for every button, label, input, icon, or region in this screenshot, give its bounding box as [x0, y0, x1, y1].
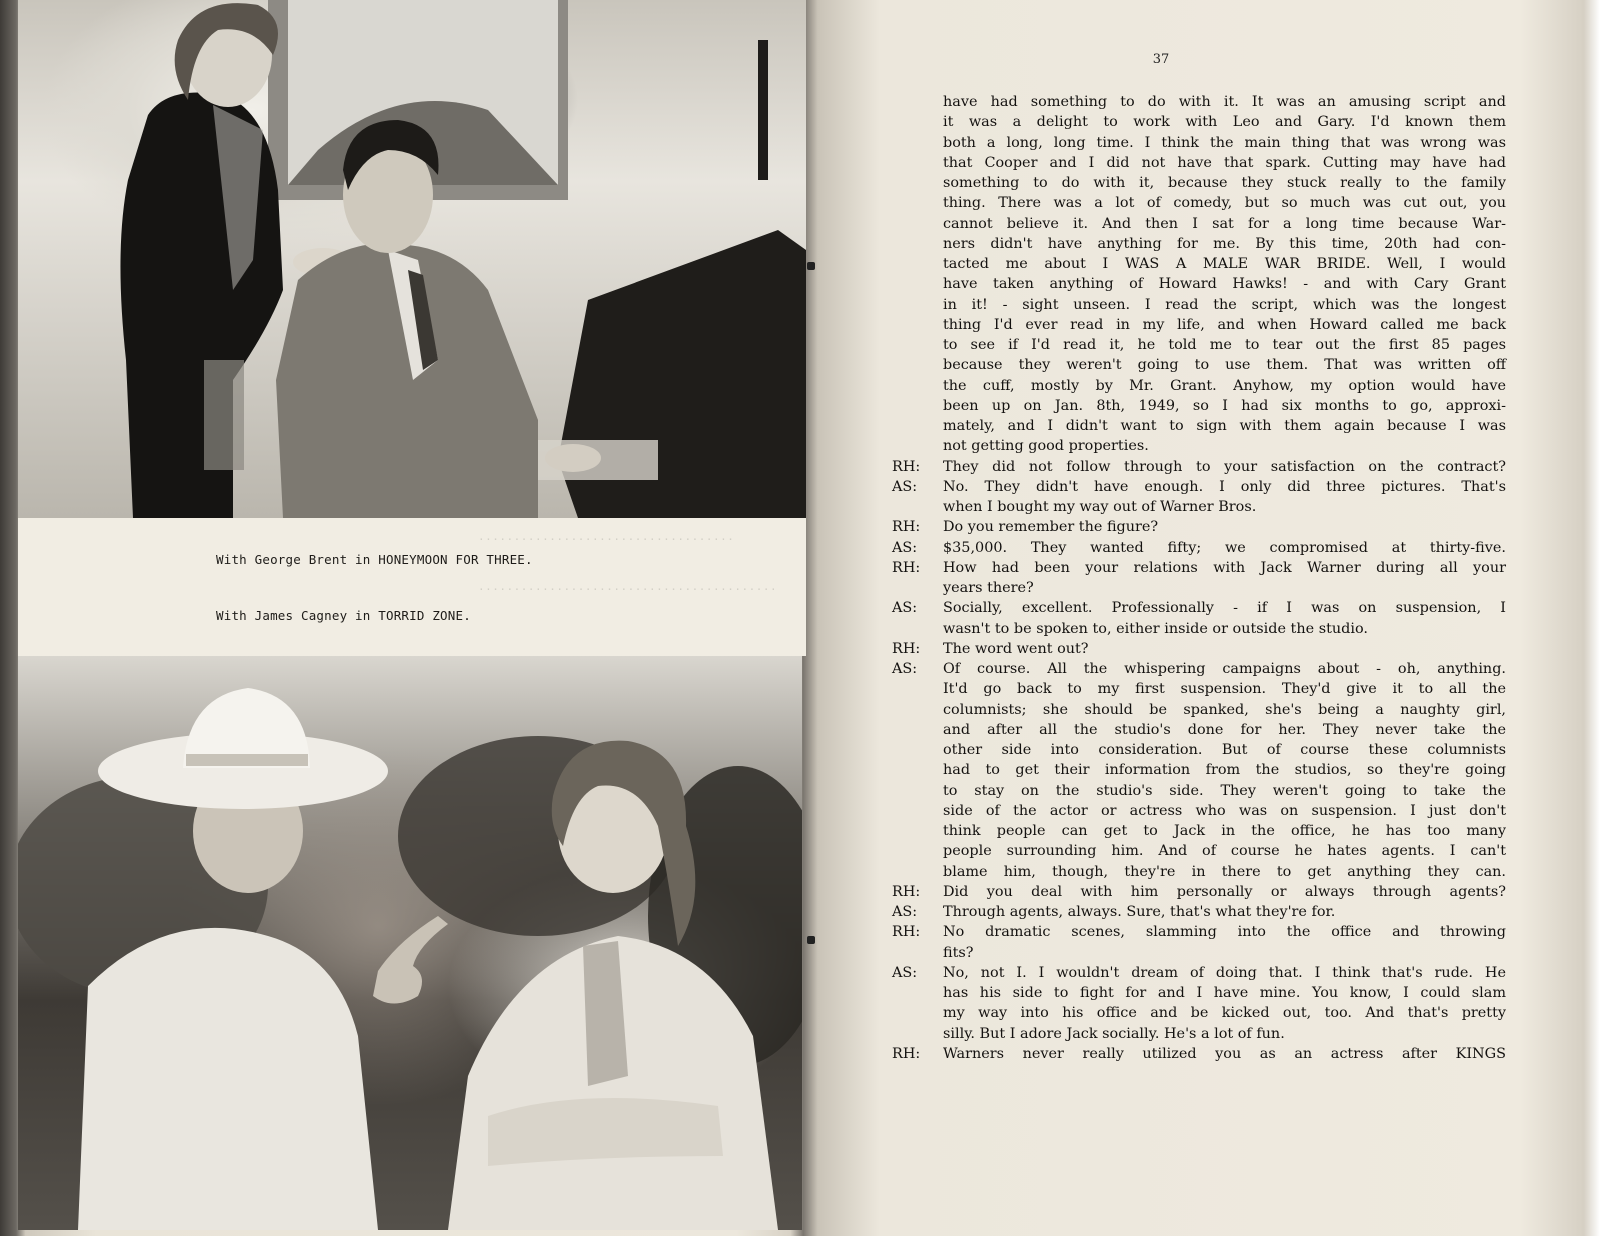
text-line — [892, 295, 1512, 315]
text-line — [892, 578, 1512, 598]
text-line — [892, 153, 1512, 173]
cowboy-hat-band — [186, 754, 308, 766]
line-text: mately, and I didn't want to sign with them again because I was — [943, 418, 1506, 434]
speaker-label: RH: — [892, 519, 921, 536]
text-line — [892, 1044, 1512, 1064]
line-text: other side into consideration. But of course these columnists — [943, 742, 1506, 758]
text-line — [892, 396, 1512, 416]
line-text: both a long, long time. I think the main thing that was wrong was — [943, 134, 1506, 151]
text-line — [892, 416, 1512, 436]
line-text: How had been your relations with Jack Warner during all your — [943, 559, 1506, 576]
line-text: Through agents, always. Sure, that's what they're for. — [943, 904, 1336, 920]
photo-honeymoon-illustration — [18, 0, 806, 518]
text-line — [892, 862, 1512, 882]
caption-torrid-zone: With James Cagney in TORRID ZONE. — [216, 608, 471, 623]
line-text: not getting good properties. — [943, 438, 1149, 455]
line-text: The word went out? — [943, 640, 1089, 657]
line-text: cannot believe it. And then I sat for a long time because War- — [943, 215, 1506, 232]
speaker-label: AS: — [892, 478, 918, 495]
man-hand — [545, 444, 601, 472]
binding-mark — [807, 262, 815, 270]
line-text: people surrounding him. And of course he hates agents. I can't — [943, 843, 1506, 860]
speaker-label: RH: — [892, 924, 921, 941]
line-text: has his side to fight for and I have mine. You know, I could slam — [943, 985, 1506, 1001]
text-line — [892, 598, 1512, 618]
text-line — [892, 882, 1512, 902]
text-line — [892, 801, 1512, 821]
text-line — [892, 193, 1512, 213]
line-text: It'd go back to my first suspension. They'd give it to all the — [943, 681, 1506, 698]
line-text: $35,000. They wanted fifty; we compromised at thirty-five. — [943, 539, 1506, 556]
interview-text — [892, 92, 1512, 1064]
speaker-label: RH: — [892, 640, 921, 657]
text-line — [892, 558, 1512, 578]
line-text: something to do with it, because they stuck really to the family — [943, 175, 1506, 191]
line-text: Of course. All the whispering campaigns about - oh, anything. — [943, 661, 1506, 677]
wall-lamp — [758, 40, 768, 180]
line-text: to see if I'd read it, he told me to tear out the first 85 pages — [943, 337, 1506, 353]
woman-crossed-arms — [488, 1098, 723, 1166]
text-line — [892, 700, 1512, 720]
binding-mark — [807, 936, 815, 944]
line-text: Warners never really utilized you as an actress after KINGS — [943, 1045, 1506, 1062]
line-text: No. They didn't have enough. I only did three pictures. That's — [943, 478, 1506, 495]
text-line — [892, 740, 1512, 760]
text-line — [892, 841, 1512, 861]
speaker-label: RH: — [892, 883, 921, 900]
text-line — [892, 173, 1512, 193]
text-line — [892, 538, 1512, 558]
speaker-label: AS: — [892, 539, 918, 556]
text-line — [892, 902, 1512, 922]
line-text: think people can get to Jack in the office, he has too many — [943, 823, 1506, 839]
text-line — [892, 1024, 1512, 1044]
left-page — [18, 0, 808, 1236]
line-text: had to get their information from the studios, so they're going — [943, 762, 1506, 779]
text-line — [892, 983, 1512, 1003]
line-text: tacted me about I WAS A MALE WAR BRIDE. Well, I would — [943, 256, 1506, 272]
text-line — [892, 639, 1512, 659]
line-text: fits? — [943, 944, 974, 961]
text-line — [892, 355, 1512, 375]
line-text: the cuff, mostly by Mr. Grant. Anyhow, my option would have — [943, 377, 1506, 394]
text-line — [892, 821, 1512, 841]
line-text: silly. But I adore Jack socially. He's a lot of fun. — [943, 1025, 1285, 1042]
line-text: blame him, though, they're in there to get anything they can. — [943, 863, 1506, 880]
text-line — [892, 112, 1512, 132]
line-text: have taken anything of Howard Hawks! - and with Cary Grant — [943, 276, 1506, 293]
text-line — [892, 436, 1512, 456]
line-text: No, not I. I wouldn't dream of doing that. I think that's rude. He — [943, 964, 1506, 981]
line-text: Do you remember the figure? — [943, 519, 1159, 536]
text-line — [892, 254, 1512, 274]
line-text: it was a delight to work with Leo and Gary. I'd known them — [943, 114, 1506, 131]
photo-torrid-zone-illustration — [18, 656, 802, 1230]
photo-torrid-zone — [18, 656, 802, 1230]
text-line — [892, 720, 1512, 740]
line-text: thing. There was a lot of comedy, but so much was cut out, you — [943, 195, 1506, 212]
line-text: Socially, excellent. Professionally - if I was on suspension, I — [943, 600, 1506, 617]
speaker-label: AS: — [892, 964, 918, 981]
line-text: Did you deal with him personally or always through agents? — [943, 883, 1506, 900]
line-text: No dramatic scenes, slamming into the office and throwing — [943, 924, 1506, 941]
speaker-label: AS: — [892, 904, 918, 920]
man-pointing-hand — [373, 916, 448, 1004]
line-text: and after all the studio's done for her. They never take the — [943, 721, 1506, 738]
speaker-label: AS: — [892, 600, 918, 617]
caption-honeymoon-for-three: With George Brent in HONEYMOON FOR THREE. — [216, 552, 533, 567]
line-text: when I bought my way out of Warner Bros. — [943, 499, 1257, 515]
text-line — [892, 1003, 1512, 1023]
show-through-text: .................................... — [478, 530, 735, 543]
line-text: to stay on the studio's side. They weren't going to take the — [943, 782, 1506, 799]
line-text: ners didn't have anything for me. By this time, 20th had con- — [943, 235, 1506, 252]
line-text: been up on Jan. 8th, 1949, so I had six months to go, approxi- — [943, 397, 1506, 414]
line-text: because they weren't going to use them. That was written off — [943, 357, 1506, 374]
text-line — [892, 943, 1512, 963]
text-line — [892, 457, 1512, 477]
line-text: thing I'd ever read in my life, and when Howard called me back — [943, 316, 1506, 333]
speaker-label: AS: — [892, 661, 918, 677]
speaker-label: RH: — [892, 458, 921, 475]
line-text: columnists; she should be spanked, she's being a naughty girl, — [943, 701, 1506, 718]
line-text: wasn't to be spoken to, either inside or outside the studio. — [943, 620, 1368, 637]
text-line — [892, 376, 1512, 396]
text-line — [892, 92, 1512, 112]
line-text: have had something to do with it. It was an amusing script and — [943, 94, 1506, 110]
speaker-label: RH: — [892, 1045, 921, 1062]
line-text: my way into his office and be kicked out, too. And that's pretty — [943, 1005, 1506, 1022]
show-through-text: .......................................... — [478, 580, 778, 593]
text-line — [892, 497, 1512, 517]
text-line — [892, 315, 1512, 335]
text-line — [892, 234, 1512, 254]
text-line — [892, 659, 1512, 679]
text-line — [892, 679, 1512, 699]
photo-honeymoon-for-three — [18, 0, 806, 518]
text-line — [892, 619, 1512, 639]
text-line — [892, 781, 1512, 801]
speaker-label: RH: — [892, 559, 921, 576]
text-line — [892, 133, 1512, 153]
line-text: that Cooper and I did not have that spark. Cutting may have had — [943, 154, 1506, 171]
woman-sleeve-trim — [204, 360, 244, 470]
text-line — [892, 335, 1512, 355]
line-text: years there? — [943, 580, 1034, 596]
page-number: 37 — [1152, 52, 1170, 67]
text-line — [892, 274, 1512, 294]
man-shirt — [78, 928, 378, 1230]
text-line — [892, 214, 1512, 234]
text-line — [892, 477, 1512, 497]
text-line — [892, 963, 1512, 983]
line-text: in it! - sight unseen. I read the script, which was the longest — [943, 296, 1506, 313]
text-line — [892, 922, 1512, 942]
line-text: side of the actor or actress who was on suspension. I just don't — [943, 802, 1506, 819]
text-line — [892, 517, 1512, 537]
text-line — [892, 760, 1512, 780]
line-text: They did not follow through to your satisfaction on the contract? — [943, 458, 1506, 475]
